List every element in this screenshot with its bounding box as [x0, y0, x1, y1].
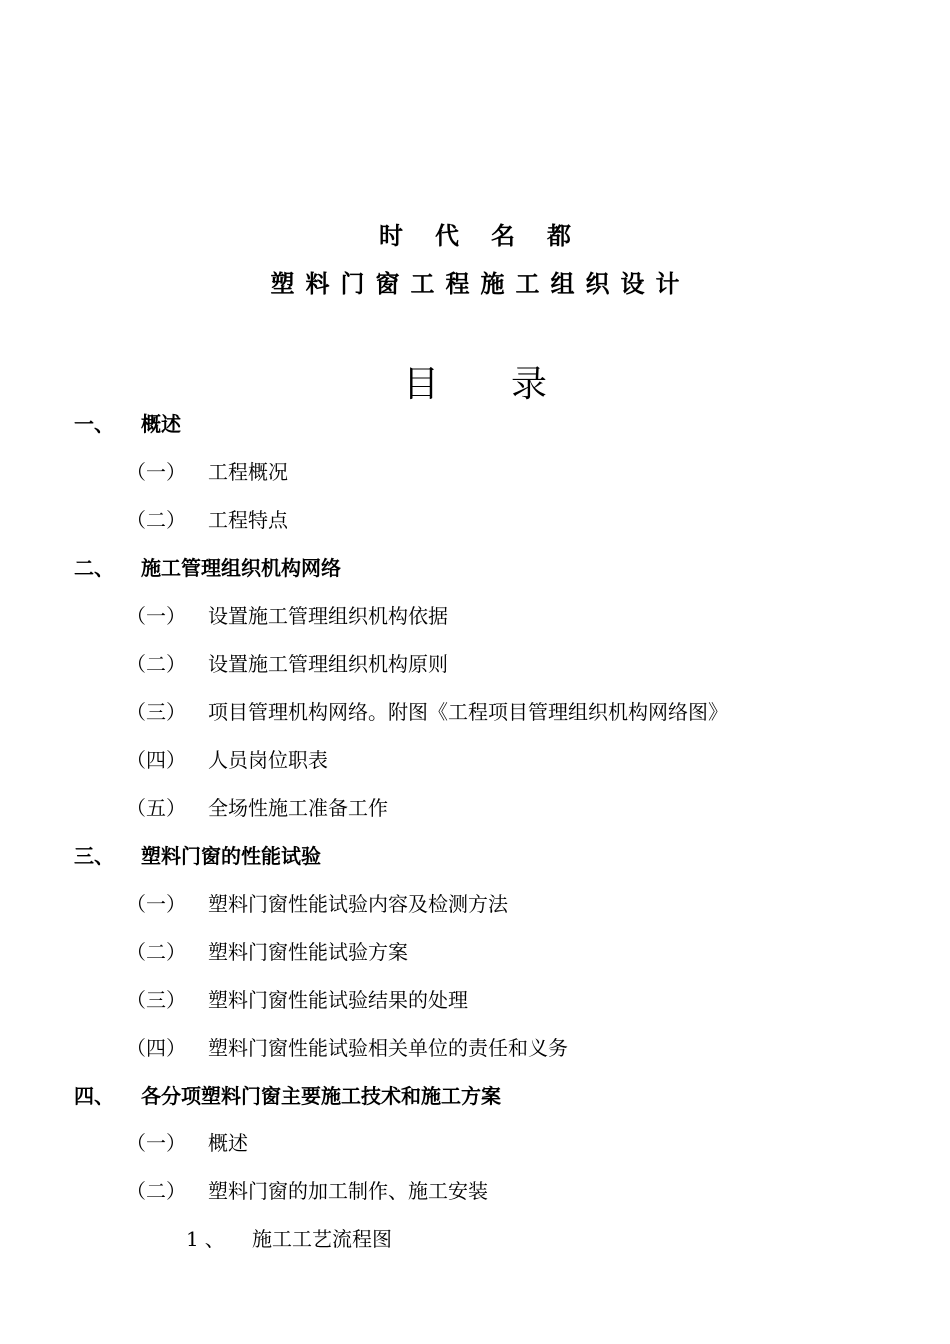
- toc-number: 二、: [74, 556, 114, 580]
- toc-number: （二）: [126, 508, 186, 532]
- toc-text: 施工管理组织机构网络: [141, 556, 341, 580]
- toc-number: （一）: [126, 1131, 186, 1155]
- toc-text: 工程概况: [208, 460, 288, 484]
- toc-number: 三、: [74, 844, 114, 868]
- toc-text: 塑料门窗性能试验相关单位的责任和义务: [208, 1036, 568, 1060]
- toc-text: 塑料门窗性能试验内容及检测方法: [208, 892, 508, 916]
- toc-number: 四、: [74, 1084, 114, 1108]
- toc-heading: 目录: [402, 364, 619, 405]
- toc-number: 一、: [74, 412, 114, 436]
- toc-text: 塑料门窗性能试验结果的处理: [208, 988, 468, 1012]
- toc-text: 全场性施工准备工作: [208, 796, 388, 820]
- document-title-project: 时代名都: [379, 222, 603, 250]
- toc-text: 工程特点: [208, 508, 288, 532]
- toc-text: 设置施工管理组织机构依据: [208, 604, 448, 628]
- toc-text: 施工工艺流程图: [252, 1227, 392, 1251]
- toc-text: 概述: [208, 1131, 248, 1155]
- toc-text: 塑料门窗的加工制作、施工安装: [208, 1179, 488, 1203]
- toc-text: 塑料门窗性能试验方案: [208, 940, 408, 964]
- toc-number: （二）: [126, 940, 186, 964]
- toc-text: 塑料门窗的性能试验: [141, 844, 321, 868]
- toc-number: （一）: [126, 892, 186, 916]
- toc-text: 设置施工管理组织机构原则: [208, 652, 448, 676]
- toc-number: （一）: [126, 604, 186, 628]
- toc-number: （四）: [126, 748, 186, 772]
- toc-number: （三）: [126, 988, 186, 1012]
- toc-number: （五）: [126, 796, 186, 820]
- toc-number: （三）: [126, 700, 186, 724]
- toc-text: 项目管理机构网络。附图《工程项目管理组织机构网络图》: [208, 700, 728, 724]
- toc-text: 人员岗位职表: [208, 748, 328, 772]
- toc-number: （一）: [126, 460, 186, 484]
- toc-text: 概述: [141, 412, 181, 436]
- document-title-main: 塑料门窗工程施工组织设计: [270, 270, 691, 298]
- toc-number: （二）: [126, 1179, 186, 1203]
- toc-number: （二）: [126, 652, 186, 676]
- toc-text: 各分项塑料门窗主要施工技术和施工方案: [141, 1084, 501, 1108]
- toc-number: 1、: [186, 1227, 231, 1251]
- toc-number: （四）: [126, 1036, 186, 1060]
